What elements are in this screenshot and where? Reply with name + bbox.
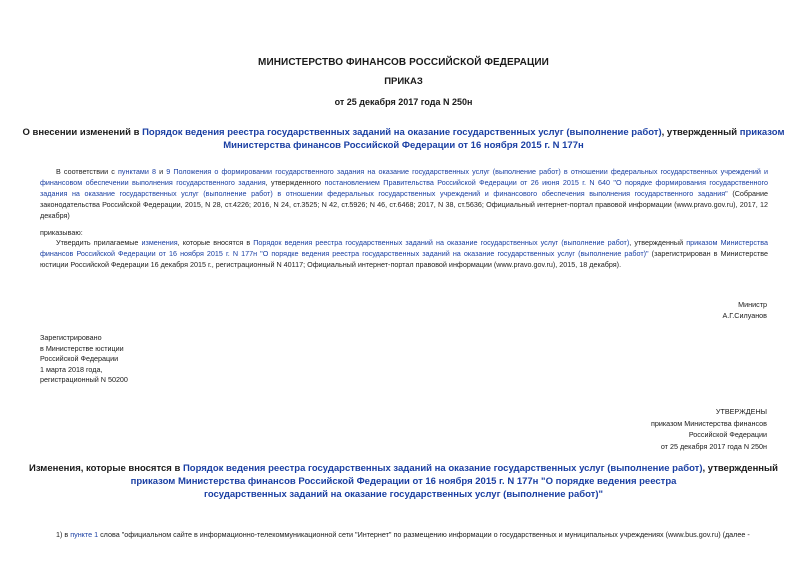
para1-text-3: , утвержденного <box>265 178 325 187</box>
approved-line: приказом Министерства финансов <box>650 418 767 428</box>
registration-line: 1 марта 2018 года, <box>40 364 103 374</box>
ministry-heading: МИНИСТЕРСТВО ФИНАНСОВ РОССИЙСКОЙ ФЕДЕРАЦИИ <box>258 57 549 68</box>
title-link-order[interactable]: приказом <box>739 127 785 138</box>
para4-text-1: 1) в <box>56 530 71 539</box>
title2-text-1: Изменения, которые вносятся в <box>28 463 183 474</box>
para1-text-1: В соответствии с <box>56 167 118 176</box>
para1-link-resolution[interactable]: постановлением Правительства Российской Федерации от 26 июня 2015 г. N 640 "О порядке формирования государственного задания на оказание государственных услуг (выполнение работ) в отношении федеральных государственных учреждений и финансового обеспечения выполнения государственного задания" <box>40 178 768 198</box>
para3-link-order[interactable]: приказом Министерства финансов Российской Федерации от 16 ноября 2015 г. N 177н "О порядке ведения реестра государственных заданий на оказание государственных услуг (выполнение работ)" <box>40 238 768 258</box>
para4-link-item[interactable]: пункте 1 <box>70 530 99 539</box>
para1-link-items[interactable]: пунктами 8 <box>118 167 156 176</box>
title-text-2: , утвержденный <box>661 127 740 138</box>
para3-text-3: , утвержденный <box>629 238 687 247</box>
registration-line: Зарегистрировано <box>40 333 102 342</box>
para1-text-4: (Собрание законодательства Российской Федерации, 2015, N 28, ст.4226; 2016, N 24, ст.3525; N 42, ст.5926; N 46, ст.6468; 2017, N 38, ст.5636; Официальный интернет-портал правовой информации (www.pravo.gov.ru), 2017, 12 декабря) <box>40 189 768 220</box>
paragraph-order-word: приказываю: <box>40 228 83 237</box>
para3-text-1: Утвердить прилагаемые <box>56 238 142 247</box>
title2-link-procedure[interactable]: Порядок ведения реестра государственных заданий на оказание государственных услуг (выполнение работ) <box>182 463 703 474</box>
registration-block <box>40 333 128 386</box>
para1-text-2: и <box>155 167 167 176</box>
doc-date-number: от 25 декабря 2017 года N 250н <box>334 97 473 107</box>
para3-text-4: (зарегистрирован в Министерстве юстиции Российской Федерации 16 декабря 2015 г., регистрационный N 40117; Официальный интернет-портал правовой информации (www.pravo.gov.ru), 2015, 18 декабря). <box>40 249 768 269</box>
paragraph-item-1 <box>40 529 780 540</box>
paragraph-basis <box>40 166 768 221</box>
approved-line: Российской Федерации <box>688 430 767 439</box>
registration-line: Российской Федерации <box>40 354 119 363</box>
changes-title <box>0 462 807 501</box>
para4-text-2: слова "официальном сайте в информационно-телекоммуникационной сети "Интернет" по размещению информации о государственных и муниципальных учреждениях (www.bus.gov.ru) (далее - <box>98 530 750 539</box>
para3-text-2: , которые вносятся в <box>177 238 254 247</box>
approved-block <box>651 406 767 452</box>
paragraph-approve <box>40 237 768 270</box>
signature-role: Министр <box>738 300 767 309</box>
signature-name: А.Г.Силуанов <box>722 311 767 320</box>
para3-link-changes[interactable]: изменения <box>141 238 178 247</box>
title2-link-order[interactable]: приказом Министерства финансов Российской Федерации от 16 ноября 2015 г. N 177н "О порядке ведения реестра государственных заданий на оказание государственных услуг (выполнение работ)" <box>130 476 677 500</box>
title-link-ministry-order[interactable]: Министерства финансов Российской Федерации от 16 ноября 2015 г. N 177н <box>223 140 584 151</box>
para1-link-regulation[interactable]: 9 Положения о формировании государственного задания на оказание государственных услуг (выполнение работ) в отношении федеральных государственных учреждений и финансовом обеспечении выполнения государственного задания <box>40 167 768 187</box>
title-link-procedure[interactable]: Порядок ведения реестра государственных заданий на оказание государственных услуг (выполнение работ) <box>142 127 662 138</box>
registration-line: регистрационный N 50200 <box>40 375 128 384</box>
para3-link-procedure[interactable]: Порядок ведения реестра государственных заданий на оказание государственных услуг (выполнение работ) <box>253 238 630 247</box>
approved-line: УТВЕРЖДЕНЫ <box>715 407 767 416</box>
approved-line: от 25 декабря 2017 года N 250н <box>660 441 767 451</box>
title2-text-2: , утвержденный <box>702 463 779 474</box>
registration-line: в Министерстве юстиции <box>40 343 124 353</box>
doc-type-heading: ПРИКАЗ <box>384 76 423 87</box>
title-text-1: О внесении изменений в <box>22 127 143 138</box>
document-title <box>0 126 807 152</box>
